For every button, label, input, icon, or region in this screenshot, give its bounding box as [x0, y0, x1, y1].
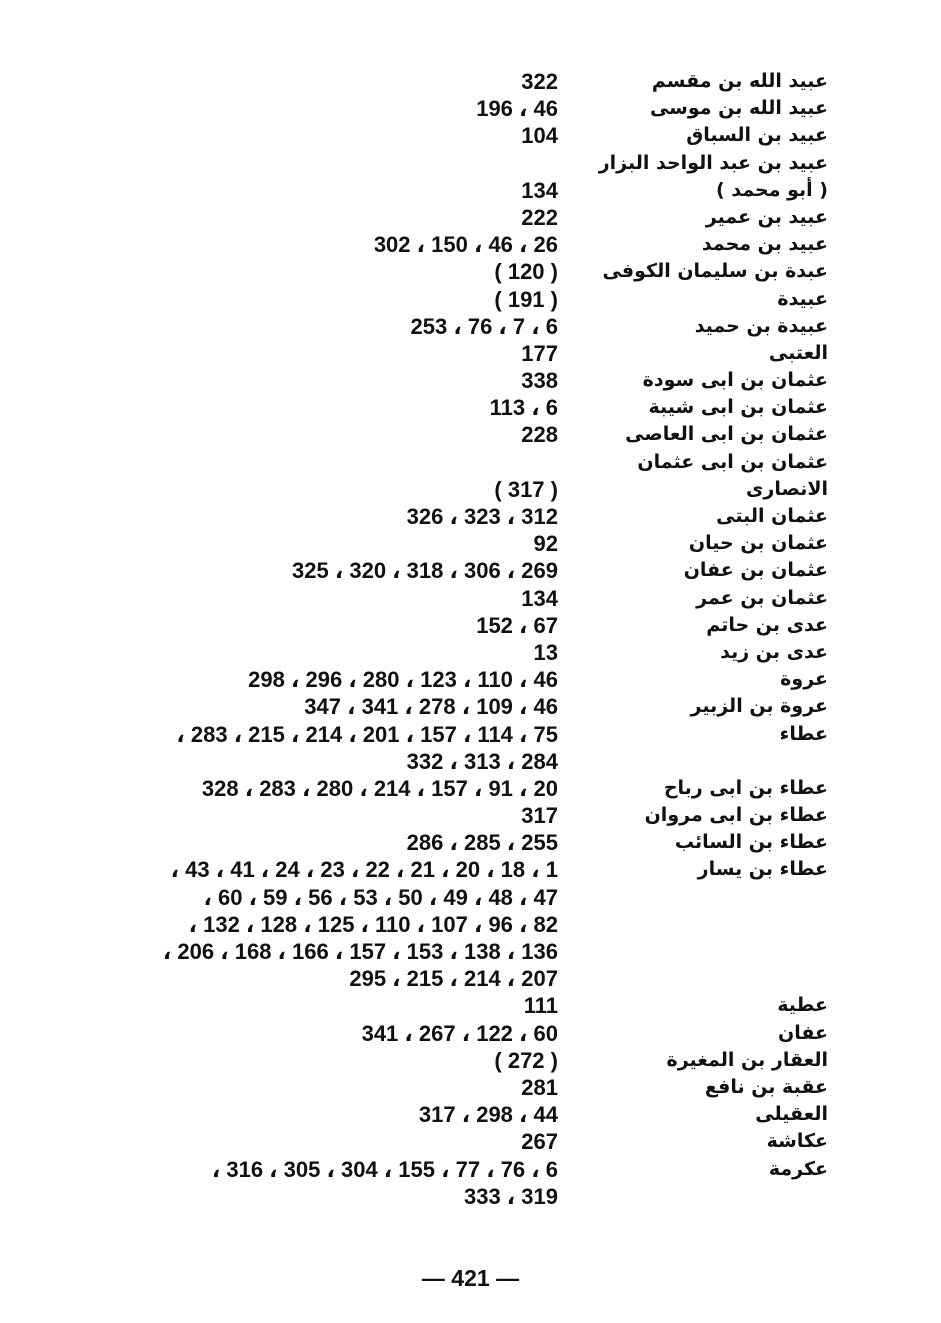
entry-pages: 20 ، 91 ، 157 ، 214 ، 280 ، 283 ، 328	[201, 775, 558, 801]
page-number: — 421 —	[421, 1265, 520, 1291]
entry-name: عبيد بن السباق	[686, 124, 828, 147]
index-entry	[0, 856, 941, 883]
entry-pages: ( 272 )	[494, 1047, 558, 1073]
entry-name: عفان	[777, 1021, 828, 1044]
entry-pages: 44 ، 298 ، 317	[418, 1102, 558, 1128]
entry-name: عبدة بن سليمان الكوفى	[602, 260, 828, 283]
index-entry	[0, 340, 941, 367]
entry-name: عبيد الله بن موسى	[649, 97, 828, 120]
entry-pages: 134	[521, 585, 558, 611]
entry-pages: 111	[523, 993, 558, 1019]
entry-pages: 322	[521, 69, 558, 94]
index-entry	[0, 938, 941, 965]
index-entry	[0, 585, 941, 612]
index-entry	[0, 884, 941, 911]
index-entry	[0, 231, 941, 258]
index-entry	[0, 258, 941, 285]
entry-pages: 319 ، 333	[463, 1183, 558, 1209]
entry-pages: 281	[521, 1074, 558, 1100]
entry-name: الانصارى	[745, 477, 828, 500]
index-entry	[0, 313, 941, 340]
entry-pages: ( 317 )	[494, 476, 558, 502]
entry-pages: 267	[521, 1129, 558, 1155]
entry-name: عطاء بن السائب	[674, 831, 828, 854]
entry-pages: 269 ، 306 ، 318 ، 320 ، 325	[292, 558, 558, 584]
entry-pages: 47 ، 48 ، 49 ، 50 ، 53 ، 56 ، 59 ، 60 ،	[203, 884, 558, 910]
entry-pages: ( 191 )	[494, 286, 558, 312]
index-entry	[0, 612, 941, 639]
index-entry	[0, 1074, 941, 1101]
index-entry	[0, 1047, 941, 1074]
index-entry	[0, 286, 941, 313]
entry-pages: 207 ، 214 ، 215 ، 295	[349, 966, 558, 992]
entry-pages: 26 ، 46 ، 150 ، 302	[373, 232, 558, 258]
index-entry	[0, 1128, 941, 1155]
entry-pages: 75 ، 114 ، 157 ، 201 ، 214 ، 215 ، 283 ،	[176, 721, 558, 747]
entry-name: العتبى	[768, 341, 828, 364]
index-entry	[0, 367, 941, 394]
index-entry	[0, 177, 941, 204]
entry-pages: 317	[521, 803, 558, 829]
entry-name: عطاء بن ابى مروان	[644, 804, 828, 827]
entry-name: عبيدة	[777, 287, 828, 310]
entry-pages: 13	[533, 639, 558, 665]
entry-name: عثمان بن عفان	[683, 559, 828, 582]
index-entry	[0, 693, 941, 720]
entry-name: عثمان بن ابى العاصى	[625, 423, 828, 446]
entry-pages: 92	[533, 531, 558, 557]
entry-name: عبيد بن عمير	[705, 205, 828, 228]
entry-pages: 46 ، 109 ، 278 ، 341 ، 347	[304, 694, 558, 720]
entry-name: عثمان بن ابى عثمان	[637, 450, 828, 473]
entry-pages: 46 ، 110 ، 123 ، 280 ، 296 ، 298	[248, 667, 558, 693]
index-entry	[0, 421, 941, 448]
entry-pages: 60 ، 122 ، 267 ، 341	[361, 1020, 558, 1046]
index-entry	[0, 748, 941, 775]
index-entry	[0, 965, 941, 992]
entry-name: عطية	[777, 994, 828, 1017]
index-entry	[0, 1020, 941, 1047]
index-entry	[0, 721, 941, 748]
entry-pages: 284 ، 313 ، 332	[406, 748, 558, 774]
entry-pages: 6 ، 76 ، 77 ، 155 ، 304 ، 305 ، 316 ،	[211, 1156, 558, 1182]
entry-name: عثمان البتى	[716, 505, 828, 527]
index-entry	[0, 150, 941, 177]
entry-pages: 82 ، 96 ، 107 ، 110 ، 125 ، 128 ، 132 ،	[188, 911, 558, 937]
entry-name: عطاء	[779, 722, 828, 745]
entry-name: عثمان بن حيان	[688, 532, 828, 555]
index-entry	[0, 557, 941, 584]
entry-name: العقيلى	[755, 1103, 828, 1126]
index-entry	[0, 829, 941, 856]
index-entry	[0, 68, 941, 95]
index-entry	[0, 1183, 941, 1210]
entry-pages: 1 ، 18 ، 20 ، 21 ، 22 ، 23 ، 24 ، 41 ، 43 ،	[170, 857, 558, 883]
entry-name: عثمان بن ابى شيبة	[648, 396, 828, 419]
index-entry	[0, 503, 941, 530]
entry-pages: 46 ، 196	[476, 96, 558, 122]
entry-name: عبيد الله بن مقسم	[651, 70, 828, 92]
index-entry	[0, 95, 941, 122]
entry-name: عقبة بن نافع	[704, 1075, 828, 1098]
entry-pages: 312 ، 323 ، 326	[406, 504, 558, 529]
entry-pages: 67 ، 152	[476, 612, 558, 638]
entry-name: العقار بن المغيرة	[666, 1048, 828, 1071]
entry-name: عدى بن حاتم	[706, 613, 828, 636]
entry-pages: 255 ، 285 ، 286	[406, 830, 558, 856]
index-entry	[0, 394, 941, 421]
entry-name: عروة	[780, 668, 828, 691]
index-entry	[0, 666, 941, 693]
index-entry	[0, 476, 941, 503]
index-entry	[0, 204, 941, 231]
entry-pages: 136 ، 138 ، 153 ، 157 ، 166 ، 168 ، 206 ،	[162, 939, 558, 964]
entry-name: عطاء بن ابى رباح	[663, 776, 828, 799]
entry-name: عروة بن الزبير	[690, 695, 828, 718]
index-entry	[0, 449, 941, 476]
entry-name: عبيد بن محمد	[701, 233, 828, 256]
entry-pages: 6 ، 113	[489, 395, 558, 421]
entry-name: ( أبو محمد )	[716, 178, 828, 201]
entry-name: عثمان بن ابى سودة	[642, 369, 828, 392]
entry-pages: 338	[521, 368, 558, 394]
entry-pages: 104	[521, 123, 558, 149]
index-entry	[0, 775, 941, 802]
index-entry	[0, 992, 941, 1019]
index-entries	[0, 68, 941, 1210]
index-entry	[0, 530, 941, 557]
entry-name: عدى بن زيد	[720, 640, 828, 663]
entry-name: عكاشة	[766, 1130, 828, 1153]
index-entry	[0, 802, 941, 829]
index-entry	[0, 639, 941, 666]
index-entry	[0, 122, 941, 149]
entry-name: عثمان بن عمر	[696, 586, 828, 609]
entry-pages: 134	[521, 177, 558, 203]
entry-pages: 177	[521, 340, 558, 366]
entry-name: عكرمة	[768, 1157, 828, 1180]
index-entry	[0, 911, 941, 938]
entry-pages: 228	[521, 422, 558, 448]
entry-name: عبيد بن عبد الواحد البزار	[598, 151, 828, 174]
entry-pages: ( 120 )	[494, 259, 558, 285]
entry-pages: 222	[521, 204, 558, 230]
entry-pages: 6 ، 7 ، 76 ، 253	[410, 313, 558, 339]
index-entry	[0, 1101, 941, 1128]
entry-name: عبيدة بن حميد	[694, 314, 828, 337]
index-entry	[0, 1156, 941, 1183]
entry-name: عطاء بن يسار	[697, 858, 828, 881]
